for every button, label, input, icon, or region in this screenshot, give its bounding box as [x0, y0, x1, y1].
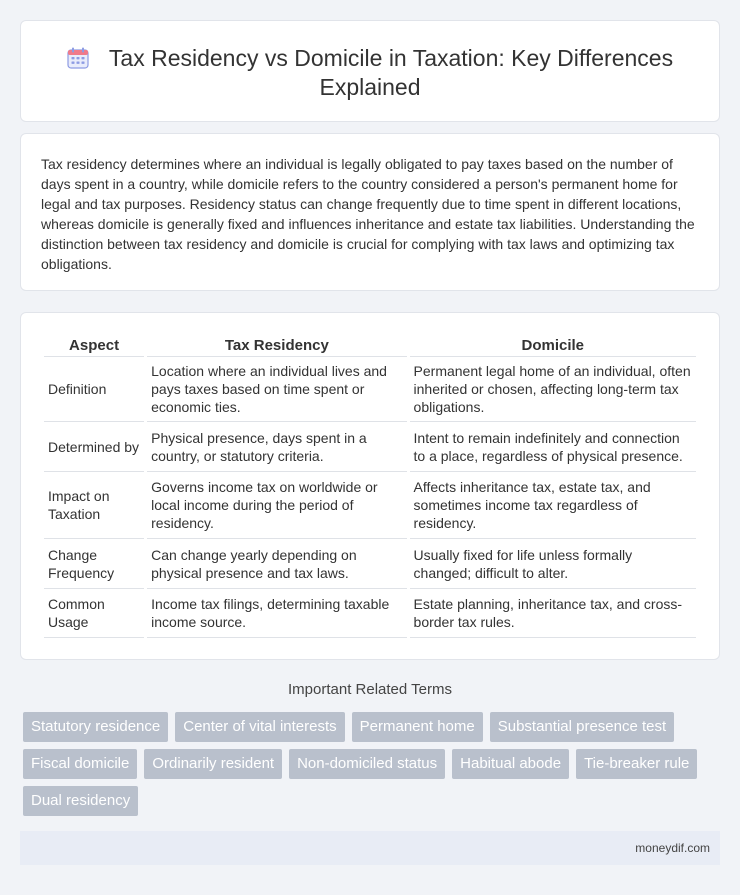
residency-cell: Can change yearly depending on physical presence and tax laws.: [147, 539, 406, 589]
aspect-cell: Definition: [44, 357, 144, 422]
residency-cell: Income tax filings, determining taxable income source.: [147, 589, 406, 638]
residency-cell: Location where an individual lives and pays taxes based on time spent or economic ties.: [147, 357, 406, 422]
comparison-table-card: [20, 312, 720, 660]
related-term-tag[interactable]: Center of vital interests: [175, 712, 344, 742]
comparison-table: [41, 333, 699, 638]
aspect-cell: Change Frequency: [44, 539, 144, 589]
related-term-tag[interactable]: Substantial presence test: [490, 712, 674, 742]
aspect-cell: Determined by: [44, 422, 144, 472]
related-term-tag[interactable]: Statutory residence: [23, 712, 168, 742]
residency-cell: Governs income tax on worldwide or local income during the period of residency.: [147, 472, 406, 539]
aspect-cell: Common Usage: [44, 589, 144, 638]
related-terms-heading: Important Related Terms: [288, 681, 452, 698]
aspect-cell: Impact on Taxation: [44, 472, 144, 539]
title-card: [20, 20, 720, 122]
header-domicile: Domicile: [410, 333, 696, 357]
table-row: [44, 589, 696, 638]
header-tax-residency: Tax Residency: [147, 333, 406, 357]
calendar-icon: [67, 47, 89, 69]
domicile-cell: Usually fixed for life unless formally changed; difficult to alter.: [410, 539, 696, 589]
table-row: [44, 422, 696, 472]
related-term-tag[interactable]: Permanent home: [352, 712, 483, 742]
table-row: [44, 357, 696, 422]
related-term-tag[interactable]: Habitual abode: [452, 749, 569, 779]
related-term-tag[interactable]: Ordinarily resident: [144, 749, 282, 779]
page-title-wrap: [21, 44, 719, 102]
table-row: [44, 539, 696, 589]
intro-card: [20, 133, 720, 291]
domicile-cell: Estate planning, inheritance tax, and cross-border tax rules.: [410, 589, 696, 638]
table-row: [44, 472, 696, 539]
header-aspect: Aspect: [44, 333, 144, 357]
domicile-cell: Permanent legal home of an individual, often inherited or chosen, affecting long-term tax obligations.: [410, 357, 696, 422]
related-term-tag[interactable]: Tie-breaker rule: [576, 749, 697, 779]
related-term-tag[interactable]: Dual residency: [23, 786, 138, 816]
related-terms-list: [23, 712, 723, 816]
footer-site-name[interactable]: moneydif.com: [635, 841, 710, 855]
related-term-tag[interactable]: Fiscal domicile: [23, 749, 137, 779]
footer: [20, 831, 720, 865]
related-term-tag[interactable]: Non-domiciled status: [289, 749, 445, 779]
domicile-cell: Intent to remain indefinitely and connection to a place, regardless of physical presence.: [410, 422, 696, 472]
table-header-row: [44, 333, 696, 357]
domicile-cell: Affects inheritance tax, estate tax, and sometimes income tax regardless of residency.: [410, 472, 696, 539]
intro-paragraph: Tax residency determines where an individual is legally obligated to pay taxes based on the number of days spent in a country, while domicile refers to the country considered a person's permanent home for legal and tax purposes. Residency status can change frequently due to time spent in different locations, whereas domicile is generally fixed and influences inheritance and estate tax liabilities. Understanding the distinction between tax residency and domicile is crucial for complying with tax laws and optimizing tax obligations.: [41, 156, 695, 272]
residency-cell: Physical presence, days spent in a country, or statutory criteria.: [147, 422, 406, 472]
page-title: Tax Residency vs Domicile in Taxation: Key Differences Explained: [108, 45, 674, 100]
